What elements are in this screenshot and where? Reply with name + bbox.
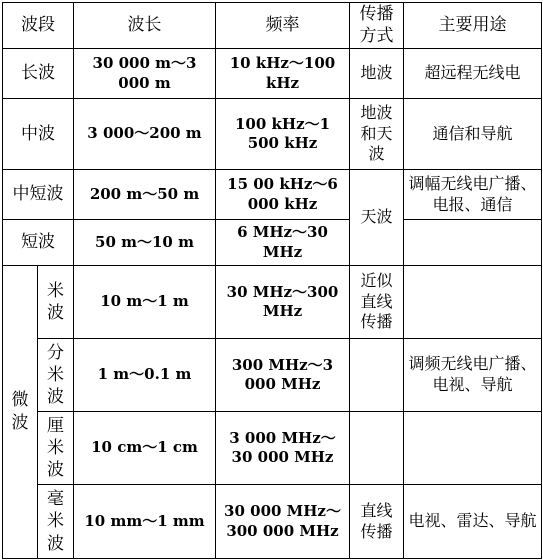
propagation-cell: 地波和天波 [350, 99, 404, 170]
propagation-cell: 直线传播 [350, 485, 404, 559]
header-propagation: 传播方式 [350, 3, 404, 49]
propagation-cell [350, 412, 404, 485]
frequency-cell: 100 kHz～1 500 kHz [216, 99, 350, 170]
header-frequency: 频率 [216, 3, 350, 49]
band-name: 中短波 [3, 170, 74, 220]
band-name: 分米波 [38, 339, 74, 412]
table-row [3, 412, 542, 485]
band-name: 厘米波 [38, 412, 74, 485]
propagation-cell: 天波 [350, 170, 404, 266]
uses-cell: 超远程无线电 [404, 49, 542, 99]
frequency-cell: 3 000 MHz～30 000 MHz [216, 412, 350, 485]
propagation-cell: 近似直线传播 [350, 266, 404, 339]
uses-cell [404, 220, 542, 266]
band-name: 米波 [38, 266, 74, 339]
frequency-cell: 10 kHz～100 kHz [216, 49, 350, 99]
table-row [3, 220, 542, 266]
wave-band-table [2, 2, 542, 559]
uses-cell: 调幅无线电广播、电报、通信 [404, 170, 542, 220]
table-row [3, 170, 542, 220]
uses-cell: 电视、雷达、导航 [404, 485, 542, 559]
wavelength-cell: 10 cm～1 cm [74, 412, 216, 485]
table-row [3, 339, 542, 412]
uses-cell: 调频无线电广播、电视、导航 [404, 339, 542, 412]
wavelength-cell: 10 m～1 m [74, 266, 216, 339]
microwave-label: 微波 [3, 266, 38, 559]
wavelength-cell: 30 000 m～3 000 m [74, 49, 216, 99]
header-uses: 主要用途 [404, 3, 542, 49]
uses-cell [404, 266, 542, 339]
wavelength-cell: 1 m～0.1 m [74, 339, 216, 412]
band-name: 中波 [3, 99, 74, 170]
header-wavelength: 波长 [74, 3, 216, 49]
table-row [3, 266, 542, 339]
frequency-cell: 30 MHz～300 MHz [216, 266, 350, 339]
frequency-cell: 15 00 kHz～6 000 kHz [216, 170, 350, 220]
table-row [3, 485, 542, 559]
table-row [3, 99, 542, 170]
frequency-cell: 300 MHz～3 000 MHz [216, 339, 350, 412]
uses-cell [404, 412, 542, 485]
table-row [3, 49, 542, 99]
wavelength-cell: 3 000～200 m [74, 99, 216, 170]
propagation-cell: 地波 [350, 49, 404, 99]
band-name: 毫米波 [38, 485, 74, 559]
band-name: 短波 [3, 220, 74, 266]
header-band: 波段 [3, 3, 74, 49]
frequency-cell: 30 000 MHz～300 000 MHz [216, 485, 350, 559]
uses-cell: 通信和导航 [404, 99, 542, 170]
wavelength-cell: 50 m～10 m [74, 220, 216, 266]
wavelength-cell: 10 mm～1 mm [74, 485, 216, 559]
band-name: 长波 [3, 49, 74, 99]
header-row [3, 3, 542, 49]
wavelength-cell: 200 m～50 m [74, 170, 216, 220]
frequency-cell: 6 MHz～30 MHz [216, 220, 350, 266]
propagation-cell [350, 339, 404, 412]
